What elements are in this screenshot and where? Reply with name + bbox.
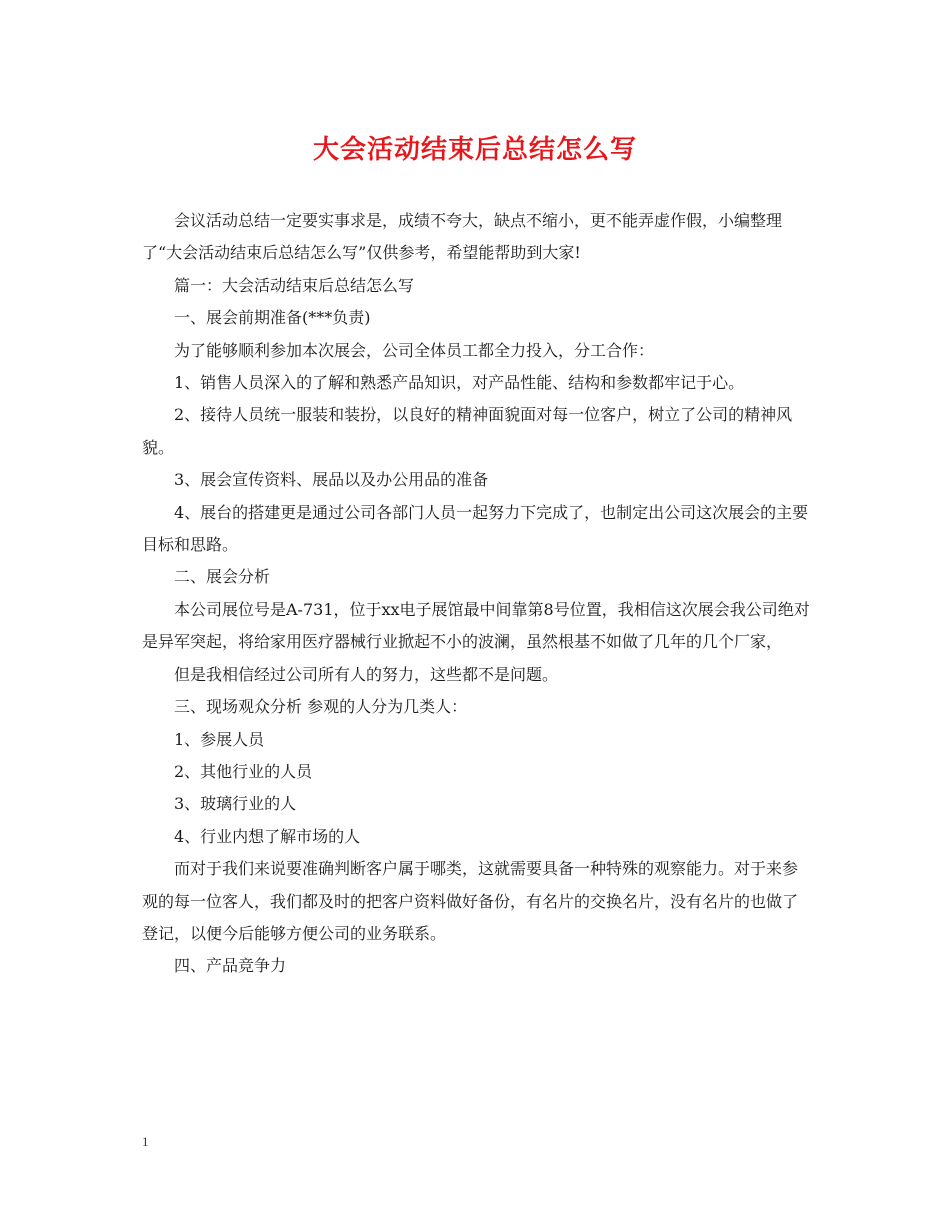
section-heading-preparation: 一、展会前期准备(***负责) <box>174 308 371 328</box>
section-heading-audience: 三、现场观众分析 参观的人分为几类人： <box>174 697 468 717</box>
section-heading-analysis: 二、展会分析 <box>174 567 271 587</box>
list-item: 3、展会宣传资料、展品以及办公用品的准备 <box>174 470 489 490</box>
section-heading-competitiveness: 四、产品竞争力 <box>174 956 287 976</box>
page-number: 1 <box>142 1134 149 1149</box>
paragraph: 为了能够顺利参加本次展会，公司全体员工都全力投入，分工合作： <box>174 340 655 360</box>
intro-paragraph: 会议活动总结一定要实事求是，成绩不夸大，缺点不缩小，更不能弄虚作假，小编整理了“大会活动结束后总结怎么写”仅供参考，希望能帮助到大家! <box>142 211 783 263</box>
paragraph: 本公司展位号是A-731，位于xx电子展馆最中间靠第8号位置，我相信这次展会我公司绝对是异军突起，将给家用医疗器械行业掀起不小的波澜，虽然根基不如做了几年的几个厂家， <box>142 599 810 652</box>
list-item: 1、销售人员深入的了解和熟悉产品知识，对产品性能、结构和参数都牢记于心。 <box>174 373 745 393</box>
section-heading-part-one: 篇一：大会活动结束后总结怎么写 <box>174 275 415 295</box>
list-item: 2、其他行业的人员 <box>174 761 313 781</box>
paragraph: 而对于我们来说要准确判断客户属于哪类，这就需要具备一种特殊的观察能力。对于来参观的每一位客人，我们都及时的把客户资料做好备份，有名片的交换名片，没有名片的也做了登记，以便今后能够方便公司的业务联系。 <box>142 859 799 943</box>
list-item: 2、接待人员统一服装和装扮，以良好的精神面貌面对每一位客户，树立了公司的精神风貌。 <box>142 405 793 457</box>
document-body <box>142 205 810 983</box>
list-item: 4、行业内想了解市场的人 <box>174 826 361 846</box>
paragraph: 但是我相信经过公司所有人的努力，这些都不是问题。 <box>174 664 559 684</box>
list-item: 1、参展人员 <box>174 729 265 749</box>
list-item: 3、玻璃行业的人 <box>174 794 297 814</box>
document-title: 大会活动结束后总结怎么写 <box>312 135 637 165</box>
list-item: 4、展台的搭建更是通过公司各部门人员一起努力下完成了，也制定出公司这次展会的主要目标和思路。 <box>142 502 809 555</box>
